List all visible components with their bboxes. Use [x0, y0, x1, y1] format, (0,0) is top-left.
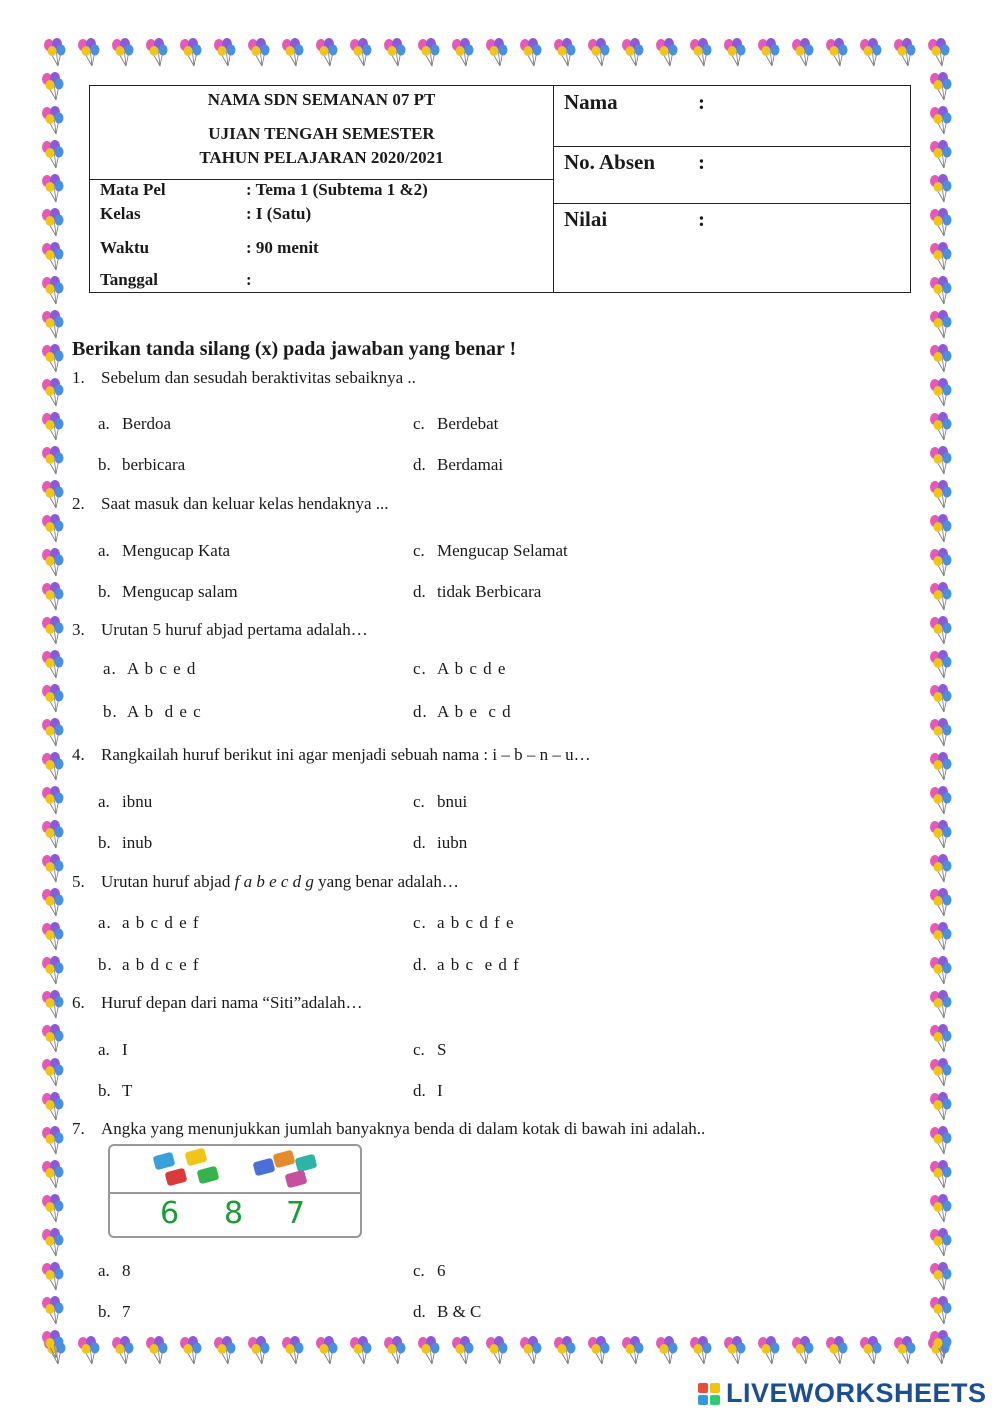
balloon-icon	[108, 38, 136, 68]
balloon-icon	[210, 38, 238, 68]
balloon-icon	[926, 1228, 954, 1258]
liveworksheets-logo[interactable]	[698, 1378, 987, 1409]
field-colon: :	[698, 90, 705, 114]
balloon-icon	[926, 106, 954, 136]
option-4b[interactable]: b. inub	[98, 833, 153, 852]
info-label: Mata Pel	[100, 180, 166, 199]
balloon-icon	[38, 1262, 66, 1292]
option-5a[interactable]: a. a b c d e f	[98, 913, 200, 932]
balloon-icon	[278, 1336, 306, 1366]
balloon-icon	[142, 38, 170, 68]
question-text: Sebelum dan sesudah beraktivitas sebaiknya ..	[101, 368, 416, 387]
balloon-icon	[38, 514, 66, 544]
balloon-icon	[38, 650, 66, 680]
balloon-icon	[176, 1336, 204, 1366]
balloon-icon	[926, 514, 954, 544]
field-colon: :	[698, 150, 705, 174]
option-1a[interactable]: a. Berdoa	[98, 414, 172, 433]
field-colon: :	[698, 207, 705, 231]
balloon-icon	[926, 1194, 954, 1224]
option-2b[interactable]: b. Mengucap salam	[98, 582, 238, 601]
balloon-icon	[38, 684, 66, 714]
info-value: : 90 menit	[246, 238, 319, 257]
sharpener-icon	[295, 1154, 318, 1173]
option-3d[interactable]: d. A b e c d	[413, 702, 512, 721]
logo-icon	[698, 1383, 720, 1405]
balloon-icon	[38, 1058, 66, 1088]
balloon-icon	[926, 140, 954, 170]
option-6b[interactable]: b. T	[98, 1081, 133, 1100]
brand-name: LIVEWORKSHEETS	[726, 1378, 987, 1408]
option-4a[interactable]: a. ibnu	[98, 792, 153, 811]
exam-header-table	[89, 85, 911, 293]
balloon-icon	[380, 38, 408, 68]
header-left-panel	[90, 86, 554, 292]
counting-picture-box	[108, 1144, 362, 1238]
balloon-icon	[312, 1336, 340, 1366]
balloon-icon	[448, 38, 476, 68]
option-4d[interactable]: d. iubn	[413, 833, 468, 852]
question-text: Urutan huruf abjad f a b e c d g yang benar adalah…	[101, 872, 459, 891]
balloon-icon	[38, 1160, 66, 1190]
balloon-icon	[38, 208, 66, 238]
header-right-panel	[554, 86, 910, 292]
balloon-icon	[926, 1160, 954, 1190]
field-label: No. Absen	[564, 150, 656, 174]
balloon-icon	[38, 480, 66, 510]
balloon-icon	[516, 1336, 544, 1366]
balloon-icon	[482, 1336, 510, 1366]
balloon-icon	[926, 276, 954, 306]
name-field[interactable]	[554, 86, 910, 147]
balloon-icon	[924, 38, 952, 68]
sharpener-icon	[153, 1152, 176, 1171]
balloon-icon	[926, 446, 954, 476]
balloon-icon	[38, 1024, 66, 1054]
option-7b[interactable]: b. 7	[98, 1302, 131, 1321]
info-value: : Tema 1 (Subtema 1 &2)	[246, 180, 428, 199]
balloon-icon	[38, 1296, 66, 1326]
sharpener-icon	[197, 1166, 220, 1185]
balloon-icon	[516, 38, 544, 68]
balloon-icon	[926, 378, 954, 408]
balloon-icon	[720, 38, 748, 68]
balloon-icon	[926, 1058, 954, 1088]
balloon-icon	[244, 38, 272, 68]
balloon-icon	[926, 1092, 954, 1122]
question-number: 3.	[72, 620, 85, 639]
balloon-icon	[652, 1336, 680, 1366]
balloon-icon	[38, 990, 66, 1020]
balloon-icon	[686, 1336, 714, 1366]
option-3a[interactable]: a. A b c e d	[103, 659, 197, 678]
school-year: TAHUN PELAJARAN 2020/2021	[199, 148, 444, 167]
balloon-icon	[788, 38, 816, 68]
info-label: Waktu	[100, 238, 150, 257]
balloon-icon	[754, 1336, 782, 1366]
question-number: 1.	[72, 368, 85, 387]
balloon-icon	[926, 208, 954, 238]
balloon-icon	[38, 1228, 66, 1258]
balloon-icon	[822, 1336, 850, 1366]
balloon-icon	[584, 1336, 612, 1366]
info-label: Tanggal	[100, 270, 158, 289]
option-5b[interactable]: b. a b d c e f	[98, 955, 200, 974]
balloon-icon	[74, 38, 102, 68]
balloon-icon	[926, 412, 954, 442]
balloon-border-top	[40, 38, 952, 68]
balloon-icon	[38, 412, 66, 442]
question-text: Urutan 5 huruf abjad pertama adalah…	[101, 620, 368, 639]
balloon-icon	[926, 718, 954, 748]
option-6c[interactable]: c. S	[413, 1040, 447, 1059]
balloon-icon	[38, 718, 66, 748]
balloon-icon	[926, 956, 954, 986]
balloon-icon	[754, 38, 782, 68]
absen-field[interactable]	[554, 146, 910, 204]
balloon-icon	[926, 684, 954, 714]
exam-title: UJIAN TENGAH SEMESTER	[208, 124, 435, 143]
balloon-icon	[584, 38, 612, 68]
balloon-icon	[618, 38, 646, 68]
balloon-icon	[926, 990, 954, 1020]
option-2a[interactable]: a. Mengucap Kata	[98, 541, 231, 560]
balloon-icon	[74, 1336, 102, 1366]
balloon-icon	[926, 1262, 954, 1292]
balloon-icon	[312, 38, 340, 68]
balloon-icon	[926, 72, 954, 102]
balloon-icon	[926, 922, 954, 952]
option-6a[interactable]: a. I	[98, 1040, 128, 1059]
balloon-icon	[926, 786, 954, 816]
picture-divider	[110, 1192, 360, 1194]
balloon-icon	[40, 38, 68, 68]
balloon-icon	[448, 1336, 476, 1366]
balloon-icon	[926, 616, 954, 646]
balloon-icon	[38, 616, 66, 646]
balloon-icon	[38, 1092, 66, 1122]
balloon-icon	[926, 650, 954, 680]
balloon-icon	[822, 38, 850, 68]
option-5d[interactable]: d. a b c e d f	[413, 955, 520, 974]
balloon-icon	[926, 854, 954, 884]
balloon-icon	[686, 38, 714, 68]
option-6d[interactable]: d. I	[413, 1081, 443, 1100]
balloon-icon	[38, 956, 66, 986]
balloon-icon	[926, 344, 954, 374]
question-text: Rangkailah huruf berikut ini agar menjadi sebuah nama : i – b – n – u…	[101, 745, 591, 764]
balloon-icon	[926, 1024, 954, 1054]
balloon-icon	[38, 276, 66, 306]
balloon-icon	[720, 1336, 748, 1366]
balloon-icon	[926, 480, 954, 510]
instruction-heading: Berikan tanda silang (x) pada jawaban yang benar !	[72, 338, 517, 360]
balloon-icon	[38, 140, 66, 170]
school-name: NAMA SDN SEMANAN 07 PT	[207, 90, 436, 109]
balloon-icon	[550, 1336, 578, 1366]
balloon-icon	[38, 378, 66, 408]
question-number: 2.	[72, 494, 85, 513]
balloon-icon	[278, 38, 306, 68]
balloon-icon	[926, 1296, 954, 1326]
balloon-icon	[926, 752, 954, 782]
question-text: Huruf depan dari nama “Siti”adalah…	[101, 993, 363, 1012]
balloon-icon	[618, 1336, 646, 1366]
balloon-icon	[142, 1336, 170, 1366]
option-1d[interactable]: d. Berdamai	[413, 455, 504, 474]
balloon-icon	[38, 72, 66, 102]
option-7c[interactable]: c. 6	[413, 1261, 446, 1280]
sharpener-icon	[253, 1158, 276, 1177]
field-label: Nama	[564, 90, 618, 114]
balloon-icon	[652, 38, 680, 68]
balloon-icon	[414, 1336, 442, 1366]
balloon-icon	[244, 1336, 272, 1366]
balloon-icon	[926, 1126, 954, 1156]
info-value: :	[246, 270, 252, 289]
balloon-icon	[38, 820, 66, 850]
balloon-icon	[926, 310, 954, 340]
balloon-icon	[926, 888, 954, 918]
sharpener-icon	[185, 1148, 208, 1167]
balloon-icon	[38, 888, 66, 918]
balloon-icon	[482, 38, 510, 68]
balloon-icon	[856, 1336, 884, 1366]
balloon-icon	[926, 820, 954, 850]
option-3c[interactable]: c. A b c d e	[413, 659, 507, 678]
school-block	[90, 86, 553, 180]
balloon-icon	[38, 548, 66, 578]
info-label: Kelas	[100, 204, 141, 223]
balloon-icon	[38, 1194, 66, 1224]
balloon-icon	[346, 1336, 374, 1366]
question-text: Angka yang menunjukkan jumlah banyaknya benda di dalam kotak di bawah ini adalah..	[101, 1119, 706, 1138]
balloon-icon	[38, 786, 66, 816]
info-value: : I (Satu)	[246, 204, 312, 223]
option-1c[interactable]: c. Berdebat	[413, 414, 499, 433]
balloon-icon	[38, 1126, 66, 1156]
option-3b[interactable]: b. A b d e c	[103, 702, 202, 721]
digit-option: 8	[224, 1196, 244, 1231]
option-7d[interactable]: d. B & C	[413, 1302, 482, 1321]
sharpener-icon	[285, 1170, 308, 1189]
balloon-icon	[108, 1336, 136, 1366]
balloon-icon	[926, 1330, 954, 1360]
question-number: 7.	[72, 1119, 85, 1138]
balloon-icon	[38, 752, 66, 782]
option-7a[interactable]: a. 8	[98, 1261, 131, 1280]
question-number: 6.	[72, 993, 85, 1012]
balloon-icon	[38, 106, 66, 136]
balloon-icon	[788, 1336, 816, 1366]
score-field[interactable]	[554, 203, 910, 293]
balloon-icon	[38, 854, 66, 884]
balloon-icon	[176, 38, 204, 68]
balloon-icon	[38, 242, 66, 272]
balloon-icon	[38, 446, 66, 476]
balloon-icon	[210, 1336, 238, 1366]
sharpener-icon	[273, 1150, 296, 1169]
balloon-icon	[38, 922, 66, 952]
balloon-icon	[38, 174, 66, 204]
balloon-icon	[346, 38, 374, 68]
question-number: 4.	[72, 745, 85, 764]
balloon-icon	[414, 38, 442, 68]
sharpener-icon	[165, 1168, 188, 1187]
option-5c[interactable]: c. a b c d f e	[413, 913, 515, 932]
option-2c[interactable]: c. Mengucap Selamat	[413, 541, 568, 560]
field-label: Nilai	[564, 207, 608, 231]
option-1b[interactable]: b. berbicara	[98, 455, 186, 474]
balloon-icon	[890, 38, 918, 68]
balloon-border-right	[926, 72, 954, 1360]
question-text: Saat masuk dan keluar kelas hendaknya ...	[101, 494, 389, 513]
question-number: 5.	[72, 872, 85, 891]
balloon-icon	[38, 344, 66, 374]
balloon-icon	[926, 174, 954, 204]
balloon-icon	[926, 242, 954, 272]
balloon-icon	[890, 1336, 918, 1366]
balloon-icon	[926, 582, 954, 612]
balloon-icon	[380, 1336, 408, 1366]
option-2d[interactable]: d. tidak Berbicara	[413, 582, 542, 601]
balloon-icon	[38, 310, 66, 340]
option-4c[interactable]: c. bnui	[413, 792, 468, 811]
balloon-icon	[38, 1330, 66, 1360]
digit-option: 7	[286, 1196, 306, 1231]
balloon-border-bottom	[40, 1336, 952, 1366]
balloon-icon	[926, 548, 954, 578]
balloon-icon	[38, 582, 66, 612]
digit-option: 6	[160, 1196, 180, 1231]
balloon-icon	[550, 38, 578, 68]
balloon-icon	[856, 38, 884, 68]
balloon-border-left	[38, 72, 66, 1360]
